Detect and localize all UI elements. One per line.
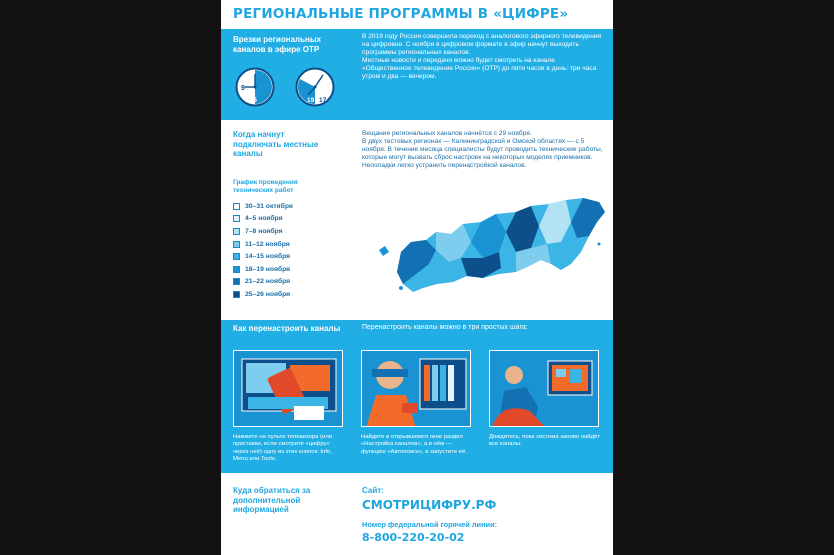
schedule-text [362, 130, 607, 170]
schedule-paragraph-3: Неполадки легко устранить перенастройкой каналов. [362, 162, 527, 170]
otr-text [362, 33, 602, 82]
legend-item [233, 213, 293, 226]
schedule-paragraph-1: Вещание региональных каналов начнётся с 29 ноября. [362, 130, 532, 137]
step-2-illustration [361, 350, 471, 427]
legend-title: График проведения технических работ [233, 179, 298, 194]
phone-label: Номер федеральной горячей линии: [362, 520, 498, 529]
legend-item [233, 200, 293, 213]
legend-item [233, 276, 293, 289]
site-link[interactable]: СМОТРИЦИФРУ.РФ [362, 498, 497, 512]
howto-intro: Перенастроить каналы можно в три простых шага: [362, 324, 528, 331]
legend-item [233, 238, 293, 251]
legend-swatch [233, 215, 240, 222]
clock-morning-from: 9 [241, 85, 245, 92]
step-1-illustration [233, 350, 343, 427]
clock-evening-to: 17 [319, 97, 327, 104]
clock-evening-from: 19 [307, 97, 315, 104]
schedule-section [221, 124, 613, 314]
step-2-caption: Найдите в открывшемся окне раздел «Настройка каналов», а в нём — функцию «Автопоиск», и запустите её. [361, 434, 467, 455]
legend-swatch [233, 266, 240, 273]
legend-label: 18–19 ноября [245, 265, 291, 273]
contacts-heading: Куда обратиться за дополнительной информацией [233, 486, 311, 514]
legend-label: 7–8 ноября [245, 227, 283, 235]
legend-label: 11–12 ноября [245, 240, 290, 248]
schedule-heading: Когда начнут подключать местные каналы [233, 130, 319, 158]
otr-paragraph-2: Местные новости и передачи можно будет смотреть на канале «Общественное телевидение России» (ОТР) до пяти часов в день: три часа утром и два — вечером. [362, 57, 597, 81]
legend-label: 4–5 ноября [245, 215, 283, 223]
legend-item [233, 288, 293, 301]
legend-item [233, 225, 293, 238]
legend-swatch [233, 241, 240, 248]
legend-swatch [233, 291, 240, 298]
legend-label: 25–26 ноября [245, 290, 291, 298]
page-title: РЕГИОНАЛЬНЫЕ ПРОГРАММЫ В «ЦИФРЕ» [233, 6, 569, 22]
contacts-section [221, 478, 613, 555]
legend-swatch [233, 253, 240, 260]
step-3-caption: Дождитесь, пока система заново найдёт все каналы. [489, 434, 600, 448]
hotline-phone[interactable]: 8-800-220-20-02 [362, 531, 465, 544]
schedule-legend [233, 200, 293, 301]
step-3-illustration [489, 350, 599, 427]
clock-morning-to: 6 [253, 97, 257, 104]
otr-section [221, 29, 613, 120]
russia-map-icon [371, 192, 607, 302]
site-label: Сайт: [362, 486, 384, 495]
legend-item [233, 263, 293, 276]
howto-heading: Как перенастроить каналы [233, 324, 341, 333]
legend-label: 21–22 ноября [245, 278, 291, 286]
clock-morning-icon [235, 67, 275, 107]
schedule-paragraph-2: В двух тестовых регионах — Калининградской и Омской областях — с 5 ноября. В течение месяца специалисты будут проводить технические работы, которые могут вызвать сброс настроек на некоторых моделях приемников. [362, 138, 603, 162]
howto-section [221, 320, 613, 473]
legend-swatch [233, 278, 240, 285]
step-1-caption: Нажмите на пульте телевизора (или приставки, если смотрите «цифру» через неё) одну из этих кнопок: Info, Menu или Tools. [233, 434, 333, 463]
legend-label: 14–15 ноября [245, 253, 291, 261]
otr-heading: Врезки региональных каналов в эфире ОТР [233, 35, 322, 54]
infographic-page [221, 0, 613, 555]
clock-evening-icon [295, 67, 335, 107]
legend-label: 30–31 октября [245, 202, 293, 210]
otr-paragraph-1: В 2019 году Россия совершила переход с аналогового эфирного телевидения на цифровое. С ноября в цифровом формате в эфир начнут выходить программы региональных каналов. [362, 33, 602, 57]
legend-swatch [233, 228, 240, 235]
legend-item [233, 250, 293, 263]
legend-swatch [233, 203, 240, 210]
